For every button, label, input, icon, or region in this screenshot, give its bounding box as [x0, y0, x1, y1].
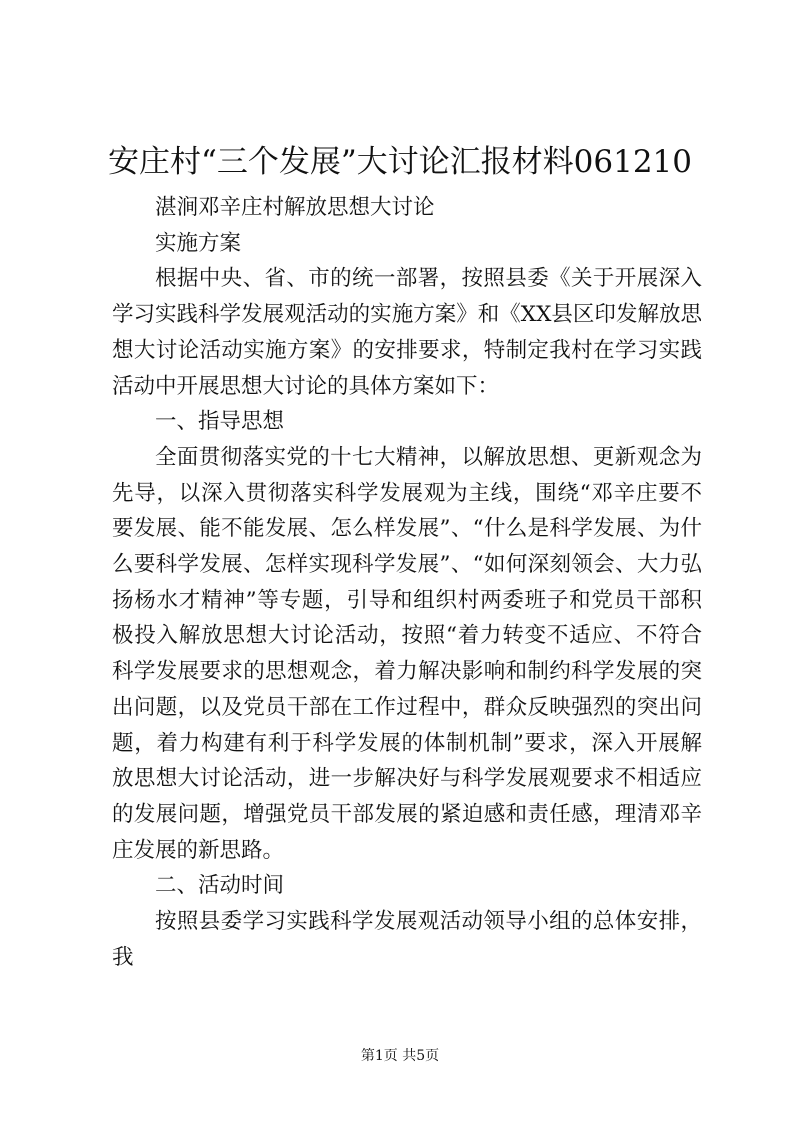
- paragraph-heading-village: 湛涧邓辛庄村解放思想大讨论: [155, 195, 435, 220]
- paragraph-intro: 根据中央、省、市的统一部署，按照县委《关于开展深入学习实践科学发展观活动的实施方案》和《XX县区印发解放思想大讨论活动实施方案》的安排要求，特制定我村在学习实践活动中开展思想大讨论的具体方案如下：: [112, 266, 702, 399]
- section-heading-activity-time: 二、活动时间: [155, 873, 285, 899]
- paragraph-heading-plan: 实施方案: [155, 230, 242, 256]
- page-footer: 第1页 共5页: [360, 1048, 440, 1064]
- paragraph-guiding-thought: 全面贯彻落实党的十七大精神，以解放思想、更新观念为先导，以深入贯彻落实科学发展观为主线，围绕“邓辛庄要不要发展、能不能发展、怎么样发展”、“什么是科学发展、为什么要科学发展、怎样实现科学发展”、“如何深刻领会、大力弘扬杨水才精神”等专题，引导和组织村两委班子和党员干部积极投入解放思想大讨论活动，按照“着力转变不适应、不符合科学发展要求的思想观念，着力解决影响和制约科学发展的突出问题，以及党员干部在工作过程中，群众反映强烈的突出问题，着力构建有利于科学发展的体制机制”要求，深入开展解放思想大讨论活动，进一步解决好与科学发展观要求不相适应的发展问题，增强党员干部发展的紧迫感和责任感，理清邓辛庄发展的新思路。: [112, 444, 702, 863]
- document-body: [112, 190, 702, 975]
- document-title: 安庄村“三个发展”大讨论汇报材料061210: [107, 144, 693, 180]
- section-heading-guiding-thought: 一、指导思想: [155, 409, 285, 435]
- paragraph-activity-time: 按照县委学习实践科学发展观活动领导小组的总体安排，我: [112, 909, 702, 970]
